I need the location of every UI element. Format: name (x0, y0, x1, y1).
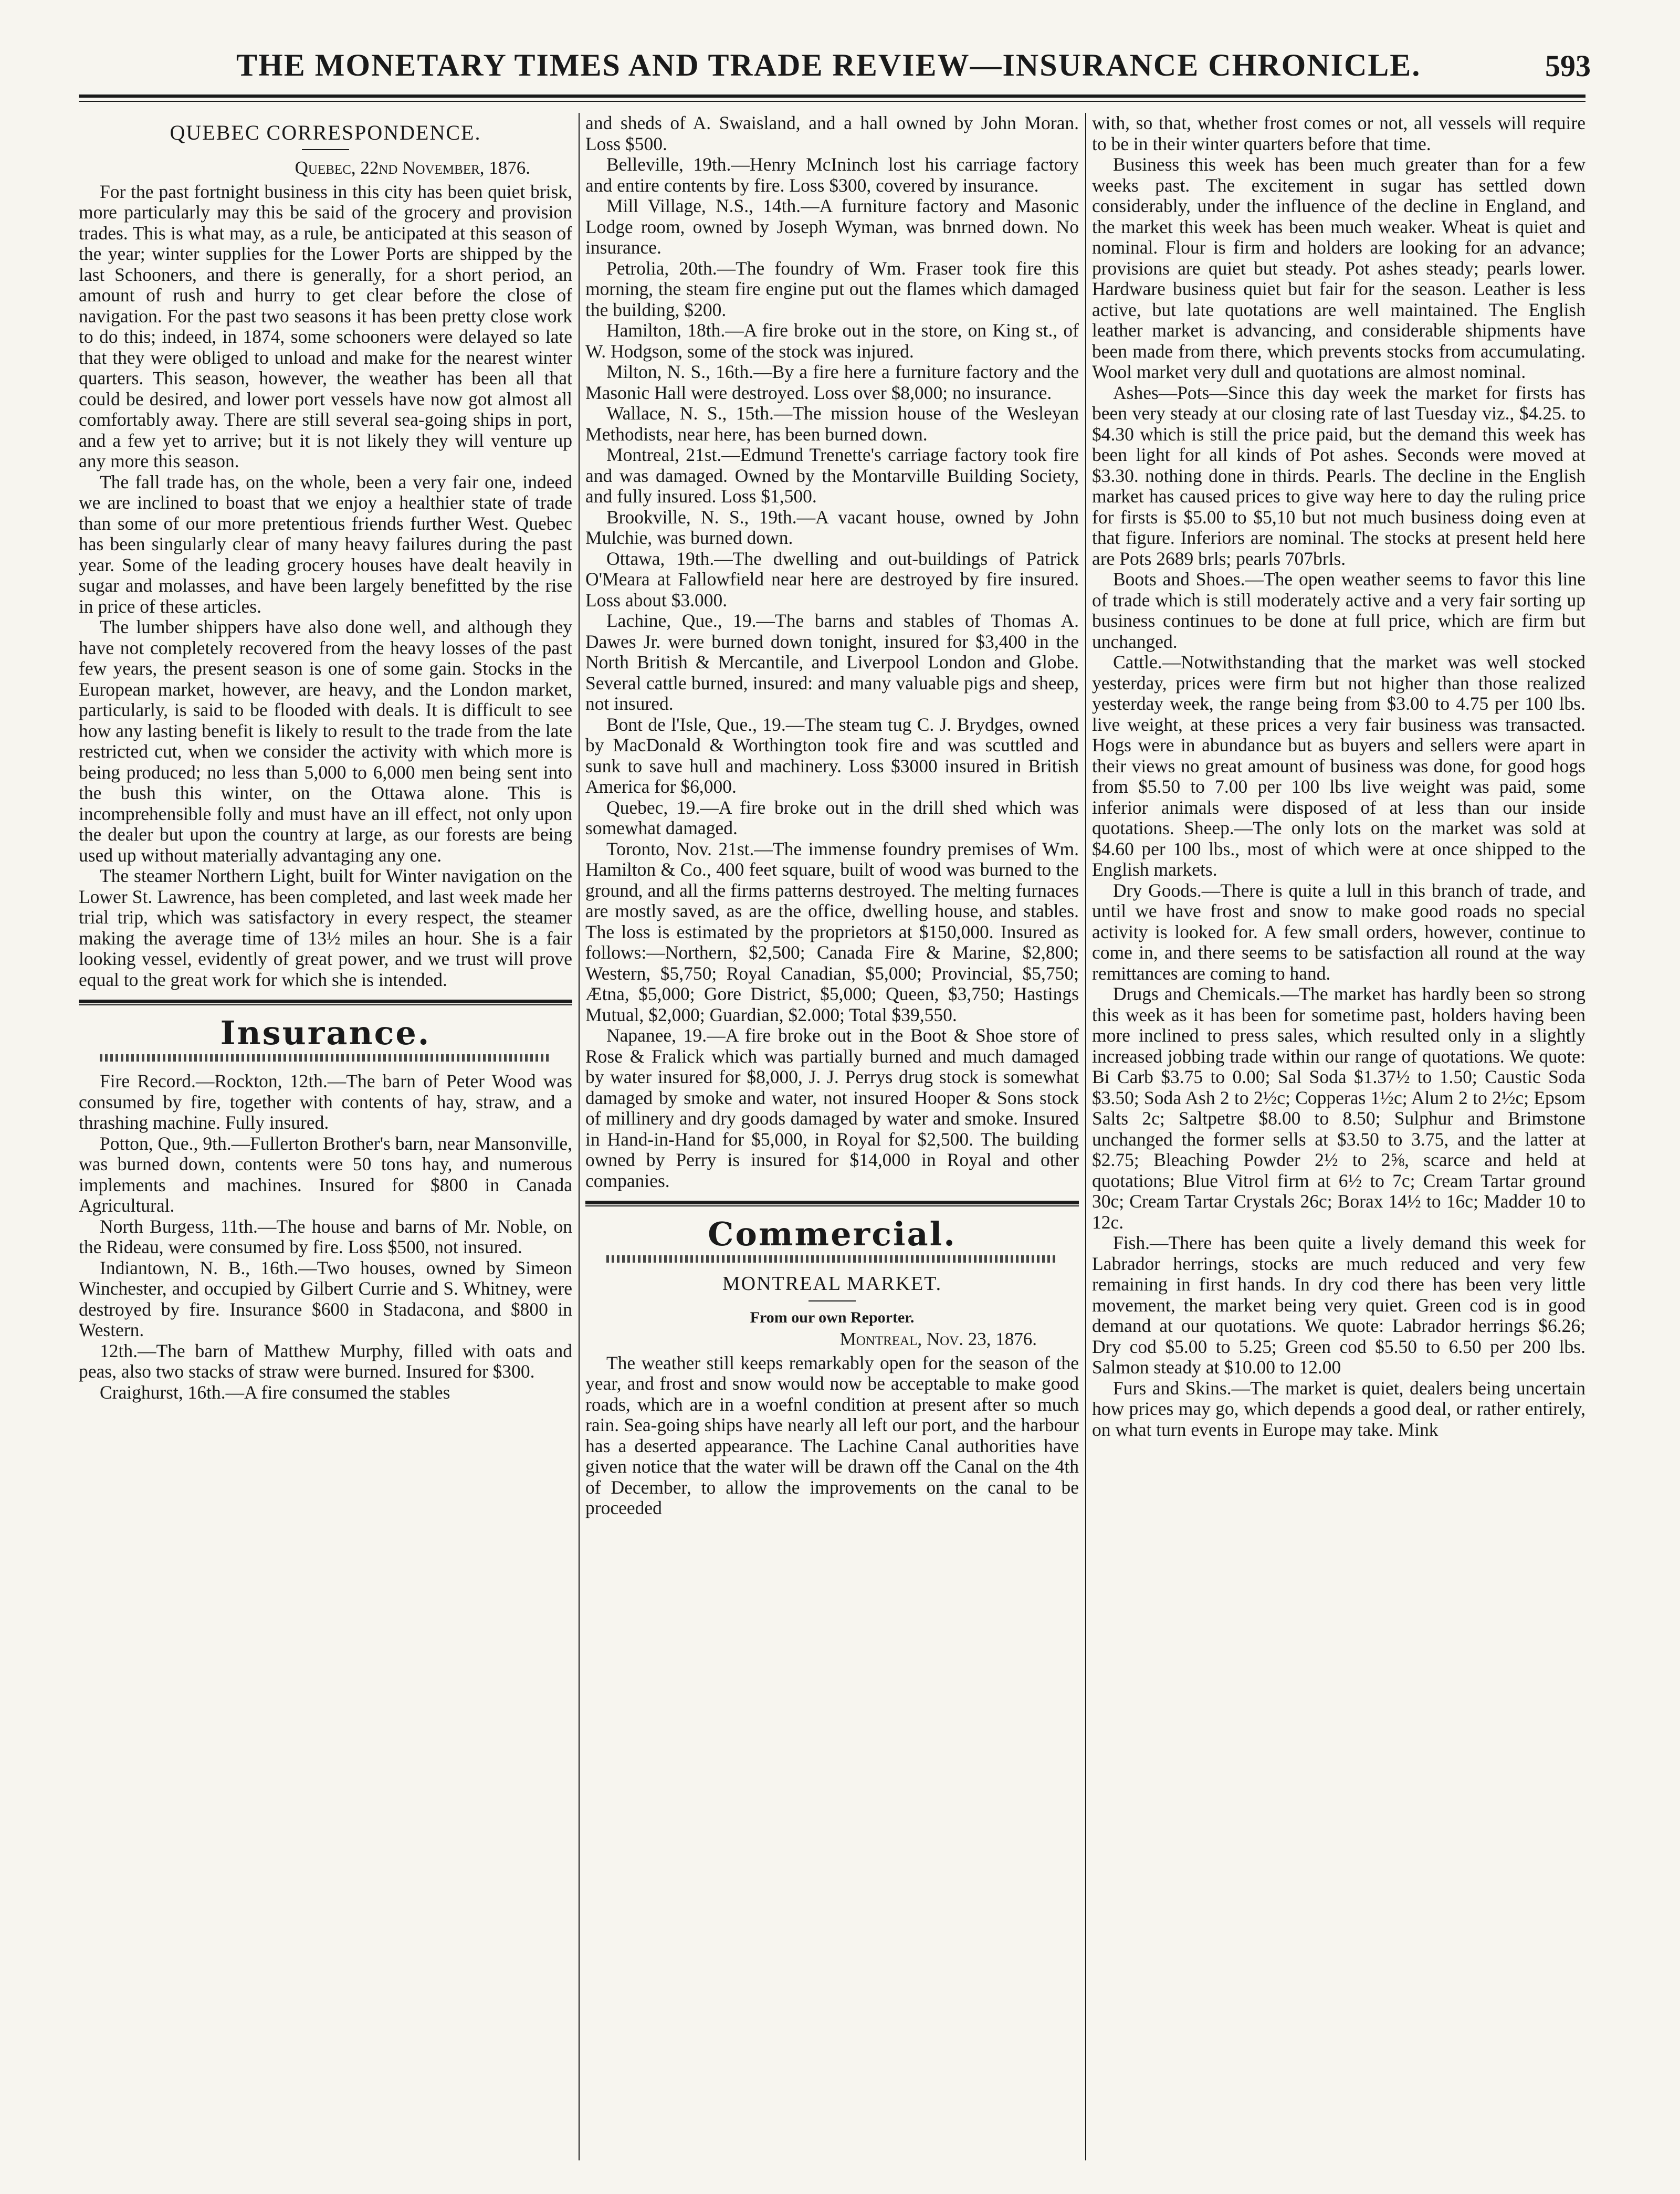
market-paragraph: Furs and Skins.—The market is quiet, dealers being uncertain how prices may go, which depends a good deal, or rather entirely, on what turn events in Europe may take. Mink (1092, 1377, 1586, 1440)
quebec-paragraph: For the past fortnight business in this city has been quiet brisk, more particularly may this be said of the grocery and provision trades. This is what may, as a rule, be anticipated at this season of the year; winter supplies for the Lower Ports are shipped by the last Schooners, and there is generally, for a short period, an amount of rush and hurry to get clear before the close of navigation. For the past two seasons it has been pretty close work to do this; indeed, in 1874, some schooners were delayed so late that they were obliged to unload and make for the nearest winter quarters. This season, however, the weather has been all that could be desired, and lower port vessels have now got almost all comfortably away. There are still several sea-going ships in port, and a few yet to arrive; but it is not likely they will venture up any more this season. (79, 181, 572, 471)
insurance-paragraph: Potton, Que., 9th.—Fullerton Brother's barn, near Mansonville, was burned down, contents were 50 tons hay, and numerous implements and machines. Insured for $800 in Canada Agricultural. (79, 1132, 572, 1216)
insurance-paragraph: Belleville, 19th.—Henry McIninch lost his carriage factory and entire contents by fire. Loss $300, covered by insurance. (585, 154, 1079, 196)
commercial-heading: Commercial. (708, 1215, 957, 1253)
market-dateline: Montreal, Nov. 23, 1876. (839, 1329, 1037, 1349)
title-rule (808, 1300, 856, 1301)
insurance-paragraph: Hamilton, 18th.—A fire broke out in the store, on King st., of W. Hodgson, some of the stock was injured. (585, 320, 1079, 362)
market-paragraph: with, so that, whether frost comes or not, all vessels will require to be in their winter quarters before that time. (1092, 113, 1586, 154)
column-divider (579, 113, 580, 2160)
reporter-line: From our own Reporter. (750, 1309, 915, 1326)
market-paragraph: Fish.—There has been quite a lively demand this week for Labrador herrings, stocks are much reduced and very few remaining in first hands. In dry cod there has been very little movement, the market being very quiet. Green cod is in good demand at our quotations. We quote: Labrador herrings $6.26; Dry cod $5.00 to 5.25; Green cod $5.50 to 6.50 per 200 lbs. Salmon steady at $10.00 to 12.00 (1092, 1232, 1586, 1378)
insurance-paragraph: Bont de l'Isle, Que., 19.—The steam tug C. J. Brydges, owned by MacDonald & Worthington took fire and was scuttled and sunk to save hull and machinery. Loss $3000 insured in British America for $6,000. (585, 713, 1079, 797)
market-paragraph: Boots and Shoes.—The open weather seems to favor this line of trade which is still moderately active and a very fair sorting up business continues to be done at full price, which are firm but unchanged. (1092, 569, 1586, 652)
insurance-paragraph: Indiantown, N. B., 16th.—Two houses, owned by Simeon Winchester, and occupied by Gilbert Currie and S. Whitney, were destroyed by fire. Insurance $600 in Stadacona, and $800 in Western. (79, 1257, 572, 1340)
insurance-paragraph: Petrolia, 20th.—The foundry of Wm. Fraser took fire this morning, the steam fire engine put out the flames which damaged the building, $200. (585, 257, 1079, 320)
header-rule-thin (79, 101, 1586, 102)
quebec-paragraph: The lumber shippers have also done well, and although they have not completely recovered from the heavy losses of the past few years, the present season is one of some gain. Stocks in the European market, however, are heavy, and the London market, particularly, is said to be flooded with deals. It is difficult to see how any lasting benefit is likely to result to the trade from the late restricted cut, when we consider the activity with which more is being produced; no less than 5,000 to 6,000 men being sent into the bush this winter, on the Ottawa alone. This is incomprehensible folly and must have an ill effect, not only upon the dealer but upon the country at large, as our forests are being used up without materially advantaging any one. (79, 616, 572, 866)
column-2 (585, 113, 1079, 2160)
ornamental-rule (606, 1255, 1058, 1263)
market-paragraph: Drugs and Chemicals.—The market has hardly been so strong this week as it has been for sometime past, holders having been more inclined to press sales, which resulted only in a slightly increased jobbing trade within our range of quotations. We quote: Bi Carb $3.75 to 0.00; Sal Soda $1.37½ to 1.50; Caustic Soda $3.50; Soda Ash 2 to 2½c; Copperas 1½c; Alum 2 to 2½c; Epsom Salts 2c; Saltpetre $8.00 to 8.50; Sulphur and Brimstone unchanged the former sells at $3.50 to 3.75, and the latter at $2.75; Bleaching Powder 2½ to 2⅝, scarce and held at quotations; Blue Vitrol firm at 6½ to 7c; Cream Tartar ground 30c; Cream Tartar Crystals 26c; Borax 14½ to 16c; Madder 10 to 12c. (1092, 983, 1586, 1233)
insurance-paragraph: Lachine, Que., 19.—The barns and stables of Thomas A. Dawes Jr. were burned down tonight, insured for $3,400 in the North British & Mercantile, and Liverpool London and Globe. Several cattle burned, insured: and many valuable pigs and sheep, not insured. (585, 610, 1079, 714)
quebec-paragraph: The steamer Northern Light, built for Winter navigation on the Lower St. Lawrence, has been completed, and last week made her trial trip, which was satisfactory in every respect, the steamer making the average time of 13½ miles an hour. She is a fair looking vessel, evidently of great power, and we trust will prove equal to the great work for which she is intended. (79, 865, 572, 990)
quebec-paragraph: The fall trade has, on the whole, been a very fair one, indeed we are inclined to boast that we enjoy a healthier state of trade than some of our more pretentious friends further West. Quebec has been singularly clear of many heavy failures during the past year. Some of the leading grocery houses have dealt heavily in sugar and molasses, and have been largely benefitted by the rise in price of these articles. (79, 471, 572, 617)
market-paragraph: Business this week has been much greater than for a few weeks past. The excitement in sugar has settled down considerably, under the influence of the decline in England, and the market this week has been much weaker. Wheat is quiet and nominal. Flour is firm and holders are looking for an advance; provisions are quiet but steady. Pot ashes steady; pearls lower. Hardware business quiet but fair for the season. Leather is less active, but late quotations are well maintained. The English leather market is advancing, and considerable shipments have been made from there, which prevents stocks from accumulating. Wool market very dull and quotations are almost nominal. (1092, 154, 1586, 382)
insurance-paragraph: Quebec, 19.—A fire broke out in the drill shed which was somewhat damaged. (585, 796, 1079, 838)
insurance-paragraph: Fire Record.—Rockton, 12th.—The barn of Peter Wood was consumed by fire, together with contents of hay, straw, and a thrashing machine. Fully insured. (79, 1070, 572, 1133)
insurance-paragraph: Ottawa, 19th.—The dwelling and out-buildings of Patrick O'Meara at Fallowfield near here are destroyed by fire insured. Loss about $3.000. (585, 548, 1079, 611)
insurance-paragraph: Craighurst, 16th.—A fire consumed the stables (100, 1381, 450, 1403)
insurance-paragraph: Mill Village, N.S., 14th.—A furniture factory and Masonic Lodge room, owned by Joseph Wyman, was bnrned down. No insurance. (585, 195, 1079, 258)
insurance-paragraph: North Burgess, 11th.—The house and barns of Mr. Noble, on the Rideau, were consumed by fire. Loss $500, not insured. (79, 1215, 572, 1257)
column-divider (1085, 113, 1086, 2160)
insurance-paragraph: Brookville, N. S., 19th.—A vacant house, owned by John Mulchie, was burned down. (585, 506, 1079, 548)
insurance-paragraph: Wallace, N. S., 15th.—The mission house of the Wesleyan Methodists, near here, has been burned down. (585, 403, 1079, 445)
section-rule-thin (585, 1205, 1079, 1206)
section-rule (585, 1201, 1079, 1204)
running-title: THE MONETARY TIMES AND TRADE REVIEW—INSURANCE CHRONICLE. (236, 48, 1421, 82)
columns (79, 113, 1586, 2160)
insurance-paragraph: and sheds of A. Swaisland, and a hall owned by John Moran. Loss $500. (585, 113, 1079, 154)
page-number: 593 (1545, 49, 1591, 83)
market-paragraph: Cattle.—Notwithstanding that the market was well stocked yesterday, prices were firm but not higher than those realized yesterday week, the range being from $3.00 to 4.75 per 100 lbs. live weight, at these prices a very fair business was transacted. Hogs were in abundance but as buyers and sellers were apart in their views no great amount of business was done, for good hogs from $5.50 to 7.00 per 100 lbs live weight was paid, some inferior animals were disposed of at less than our inside quotations. Sheep.—The only lots on the market was sold at $4.60 per 100 lbs., most of which were at once shipped to the English markets. (1092, 652, 1586, 880)
insurance-paragraph: Napanee, 19.—A fire broke out in the Boot & Shoe store of Rose & Fralick which was partially burned and much damaged by water insured for $8,000, J. J. Perrys drug stock is somewhat damaged by smoke and water, not insured Hooper & Sons stock of millinery and dry goods damaged by water and smoke. Insured in Hand-in-Hand for $5,000, in Royal for $2,500. The building owned by Perry is insured for $14,000 in Royal and other companies. (585, 1025, 1079, 1191)
column-3 (1092, 113, 1586, 2160)
insurance-paragraph: Montreal, 21st.—Edmund Trenette's carriage factory took fire and was damaged. Owned by the Montarville Building Society, and fully insured. Loss $1,500. (585, 444, 1079, 507)
market-paragraph: The weather still keeps remarkably open for the season of the year, and frost and snow would now be acceptable to make good roads, which are in a woefnl condition at present after so much rain. Sea-going ships have nearly all left our port, and the harbour has a deserted appearance. The Lachine Canal authorities have given notice that the water will be drawn off the Canal on the 4th of December, to allow the improvements on the canal to be proceeded (585, 1352, 1079, 1518)
insurance-paragraph: 12th.—The barn of Matthew Murphy, filled with oats and peas, also two stacks of straw were burned. Insured for $300. (79, 1340, 572, 1382)
market-paragraph: Ashes—Pots—Since this day week the market for firsts has been very steady at our closing rate of last Tuesday viz., $4.25. to $4.30 which is still the price paid, but the demand this week has been light for all kinds of Pot ashes. Seconds were moved at $3.30. nothing done in thirds. Pearls. The decline in the English market has caused prices to give way here to day the ruling price for firsts is $5.00 to $5,10 but not much business doing even at that figure. Inferiors are nominal. The stocks at present held here are Pots 2689 brls; pearls 707brls. (1092, 382, 1586, 569)
title-rule (302, 149, 349, 150)
column-1 (79, 113, 572, 2160)
ornamental-rule (100, 1054, 551, 1062)
header-rule (79, 95, 1586, 98)
insurance-heading: Insurance. (220, 1014, 431, 1052)
insurance-paragraph: Milton, N. S., 16th.—By a fire here a furniture factory and the Masonic Hall were destroyed. Loss over $8,000; no insurance. (585, 361, 1079, 403)
newspaper-page (79, 37, 1591, 2168)
market-title: MONTREAL MARKET. (722, 1273, 942, 1295)
market-paragraph: Dry Goods.—There is quite a lull in this branch of trade, and until we have frost and snow to make good roads no special activity is looked for. A few small orders, however, continue to come in, and there seems to be satisfaction all round at the way remittances are coming to hand. (1092, 879, 1586, 984)
quebec-title: QUEBEC CORRESPONDENCE. (170, 121, 481, 144)
insurance-paragraph: Toronto, Nov. 21st.—The immense foundry premises of Wm. Hamilton & Co., 400 feet square, built of wood was burned to the ground, and all the firms patterns destroyed. The melting furnaces are mostly saved, as are the office, dwelling house, and stables. The loss is estimated by the proprietors at $150,000. Insured as follows:—Northern, $2,500; Canada Fire & Marine, $2,800; Western, $5,750; Royal Canadian, $5,000; Provincial, $5,750; Ætna, $5,000; Gore District, $5,000; Queen, $3,750; Hastings Mutual, $2,000; Guardian, $2.000; Total $39,550. (585, 838, 1079, 1025)
page-header (79, 37, 1591, 100)
section-rule (79, 1000, 572, 1003)
quebec-dateline: Quebec, 22nd November, 1876. (295, 158, 530, 178)
section-rule-thin (79, 1004, 572, 1005)
